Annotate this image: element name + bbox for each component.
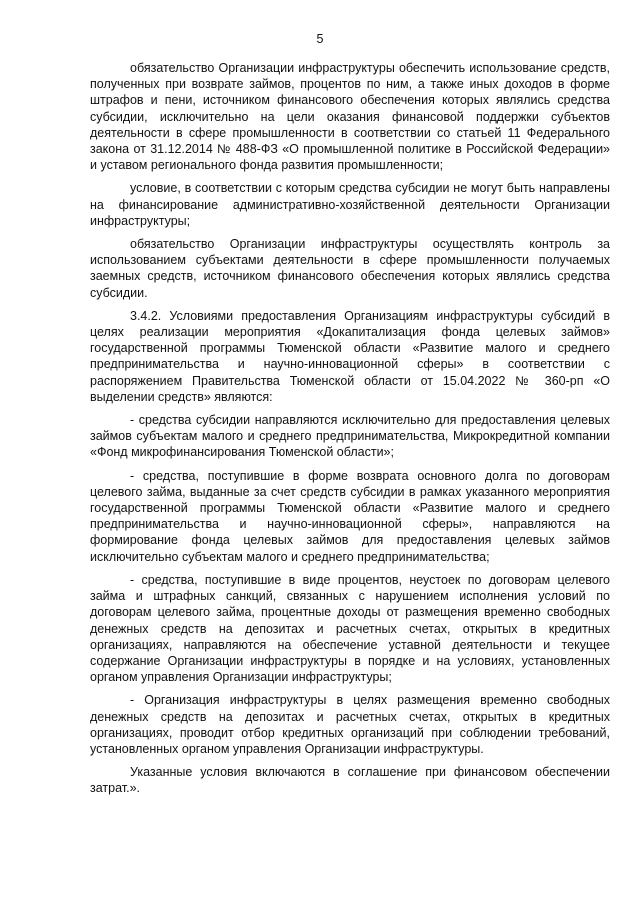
list-item: - средства, поступившие в виде процентов, неустоек по договорам целевого займа и штрафных санкций, связанных с нарушением исполнения условий по договорам целевого займа, процентные доходы от размещения временно свободных денежных средств на депозитах и расчетных счетах, открытых в кредитных организациях, направляются на обеспечение уставной деятельности и текущее содержание Организации инфраструктуры в порядке и на условиях, установленных органом управления Организации инфраструктуры; [90, 572, 610, 685]
list-item: - средства, поступившие в форме возврата основного долга по договорам целевого займа, выданные за счет средств субсидии в рамках указанного мероприятия государственной программы Тюменской области «Развитие малого и среднего предпринимательства и научно-инновационной сферы», направляются на формирование фонда целевых займов для предоставления целевых займов исключительно субъектам малого и среднего предпринимательства; [90, 468, 610, 564]
list-item: - Организация инфраструктуры в целях размещения временно свободных денежных средств на депозитах и расчетных счетах, открытых в кредитных организациях, проводит отбор кредитных организаций при соблюдении требований, установленных органом управления Организации инфраструктуры. [90, 693, 610, 756]
document-body [90, 60, 610, 804]
paragraph: обязательство Организации инфраструктуры обеспечить использование средств, полученных при возврате займов, процентов по ним, а также иных доходов в форме штрафов и пени, источником финансового обеспечения которых являлись средства субсидии, исключительно на цели оказания финансовой поддержки субъектов деятельности в сфере промышленности в соответствии со статьей 11 Федерального закона от 31.12.2014 № 488-ФЗ «О промышленной политике в Российской Федерации» и уставом регионального фонда развития промышленности; [90, 61, 610, 173]
list-item: - средства субсидии направляются исключительно для предоставления целевых займов субъектам малого и среднего предпринимательства, Микрокредитной компании «Фонд микрофинансирования Тюменской области»; [90, 413, 610, 460]
paragraph: Указанные условия включаются в соглашение при финансовом обеспечении затрат.». [90, 765, 610, 796]
paragraph: 3.4.2. Условиями предоставления Организациям инфраструктуры субсидий в целях реализации мероприятия «Докапитализация фонда целевых займов» государственной программы Тюменской области «Развитие малого и среднего предпринимательства и научно-инновационной сферы» в соответствии с распоряжением Правительства Тюменской области от 15.04.2022 № 360-рп «О выделении средств» являются: [90, 308, 610, 404]
page-number: 5 [316, 32, 324, 46]
paragraph: условие, в соответствии с которым средства субсидии не могут быть направлены на финансирование административно-хозяйственной деятельности Организации инфраструктуры; [90, 181, 610, 228]
paragraph: обязательство Организации инфраструктуры осуществлять контроль за использованием субъектами деятельности в сфере промышленности получаемых заемных средств, источником финансового обеспечения которых являлись средства субсидии. [90, 237, 610, 300]
